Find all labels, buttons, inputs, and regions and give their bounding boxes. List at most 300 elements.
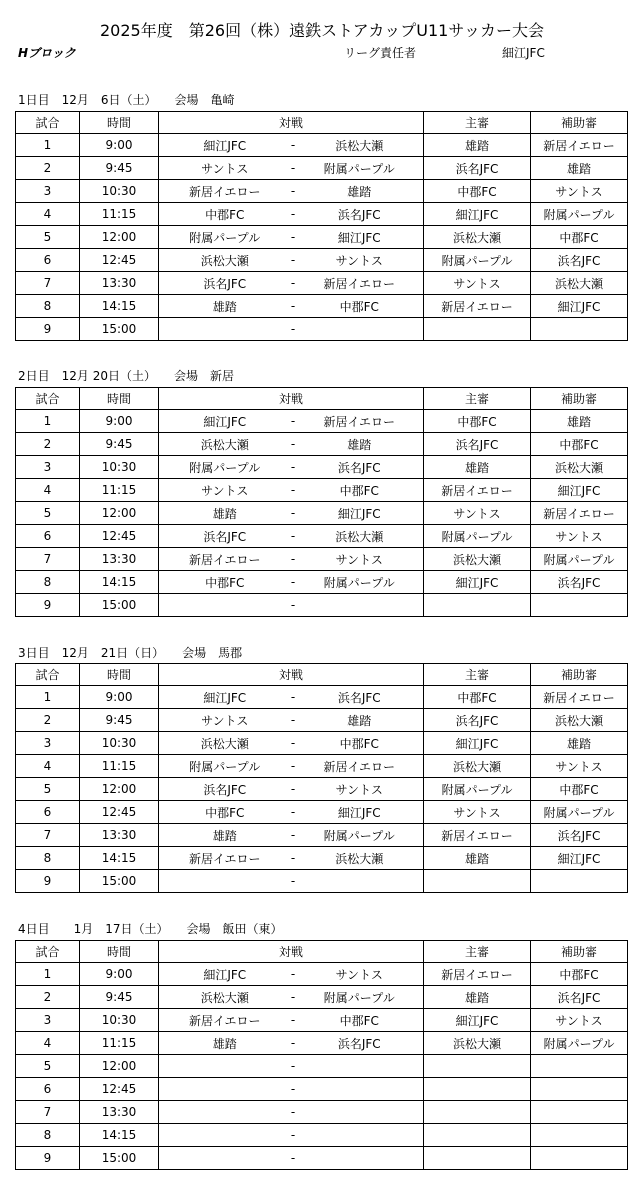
header-time: 時間 — [80, 664, 159, 686]
assistant-referee: 浜名JFC — [531, 824, 628, 847]
match-time: 15:00 — [80, 318, 159, 341]
versus-separator: - — [291, 410, 296, 433]
league-leader-label: リーグ責任者 — [344, 46, 417, 60]
home-team: 雄踏 — [159, 1032, 291, 1055]
home-team: 附属パープル — [159, 755, 291, 778]
game-number: 9 — [16, 870, 80, 893]
game-number: 1 — [16, 134, 80, 157]
versus-separator: - — [291, 1147, 296, 1170]
table-header-row — [16, 664, 628, 686]
away-team: 浜名JFC — [296, 1032, 424, 1055]
main-referee: サントス — [424, 801, 531, 824]
versus-separator: - — [291, 1078, 296, 1101]
table-row — [16, 870, 628, 893]
main-referee: 中郡FC — [424, 180, 531, 203]
match-time: 14:15 — [80, 295, 159, 318]
game-number: 8 — [16, 571, 80, 594]
header-match: 対戦 — [159, 941, 424, 963]
away-team: 新居イエロー — [296, 410, 424, 433]
table-row — [16, 732, 628, 755]
match-time: 10:30 — [80, 180, 159, 203]
home-team: 細江JFC — [159, 410, 291, 433]
assistant-referee: 細江JFC — [531, 295, 628, 318]
assistant-referee: 雄踏 — [531, 157, 628, 180]
assistant-referee: 浜名JFC — [531, 571, 628, 594]
header-match: 対戦 — [159, 388, 424, 410]
table-row — [16, 1078, 628, 1101]
away-team: サントス — [296, 963, 424, 986]
game-number: 8 — [16, 1124, 80, 1147]
game-number: 8 — [16, 847, 80, 870]
game-number: 6 — [16, 525, 80, 548]
table-row — [16, 1124, 628, 1147]
match-time: 14:15 — [80, 1124, 159, 1147]
game-number: 1 — [16, 963, 80, 986]
home-team: 新居イエロー — [159, 847, 291, 870]
main-referee: 中郡FC — [424, 410, 531, 433]
match-time: 12:00 — [80, 226, 159, 249]
versus-separator: - — [291, 870, 296, 893]
away-team: 浜松大瀬 — [296, 525, 424, 548]
versus-separator: - — [291, 1124, 296, 1147]
table-row — [16, 525, 628, 548]
versus-separator: - — [291, 272, 296, 295]
assistant-referee: 雄踏 — [531, 732, 628, 755]
game-number: 3 — [16, 180, 80, 203]
home-team — [159, 1078, 291, 1101]
header-game: 試合 — [16, 664, 80, 686]
game-number: 4 — [16, 479, 80, 502]
match-time: 10:30 — [80, 456, 159, 479]
assistant-referee — [531, 318, 628, 341]
header-game: 試合 — [16, 112, 80, 134]
home-team: 浜松大瀬 — [159, 986, 291, 1009]
match-time: 11:15 — [80, 1032, 159, 1055]
away-team: 附属パープル — [296, 571, 424, 594]
table-row — [16, 824, 628, 847]
away-team — [296, 1078, 424, 1101]
away-team: 附属パープル — [296, 986, 424, 1009]
game-number: 5 — [16, 226, 80, 249]
table-row — [16, 272, 628, 295]
away-team: 附属パープル — [296, 824, 424, 847]
versus-separator: - — [291, 986, 296, 1009]
match-time: 14:15 — [80, 571, 159, 594]
home-team: 新居イエロー — [159, 548, 291, 571]
table-row — [16, 1147, 628, 1170]
game-number: 6 — [16, 1078, 80, 1101]
assistant-referee: サントス — [531, 1009, 628, 1032]
home-team: 附属パープル — [159, 456, 291, 479]
game-number: 2 — [16, 709, 80, 732]
assistant-referee — [531, 1101, 628, 1124]
main-referee: 雄踏 — [424, 847, 531, 870]
away-team: 細江JFC — [296, 502, 424, 525]
day-header: 2日目 12月 20日（土） 会場 新居 — [18, 369, 234, 383]
table-row — [16, 594, 628, 617]
home-team — [159, 594, 291, 617]
table-row — [16, 479, 628, 502]
home-team: 新居イエロー — [159, 180, 291, 203]
header-assistant: 補助審 — [531, 941, 628, 963]
game-number: 4 — [16, 755, 80, 778]
away-team: サントス — [296, 249, 424, 272]
table-header-row — [16, 388, 628, 410]
table-row — [16, 180, 628, 203]
table-row — [16, 1101, 628, 1124]
away-team: 浜松大瀬 — [296, 847, 424, 870]
assistant-referee — [531, 1078, 628, 1101]
main-referee: 浜名JFC — [424, 709, 531, 732]
main-referee: サントス — [424, 272, 531, 295]
versus-separator: - — [291, 502, 296, 525]
home-team: 浜名JFC — [159, 525, 291, 548]
away-team: 中郡FC — [296, 479, 424, 502]
table-row — [16, 709, 628, 732]
table-row — [16, 778, 628, 801]
away-team: 浜松大瀬 — [296, 134, 424, 157]
table-row — [16, 433, 628, 456]
table-row — [16, 318, 628, 341]
header-game: 試合 — [16, 941, 80, 963]
header-referee: 主審 — [424, 941, 531, 963]
versus-separator: - — [291, 157, 296, 180]
assistant-referee — [531, 1124, 628, 1147]
match-time: 9:45 — [80, 157, 159, 180]
match-time: 12:00 — [80, 778, 159, 801]
versus-separator: - — [291, 778, 296, 801]
home-team: 浜松大瀬 — [159, 732, 291, 755]
away-team: サントス — [296, 548, 424, 571]
versus-separator: - — [291, 479, 296, 502]
game-number: 7 — [16, 548, 80, 571]
match-time: 9:00 — [80, 686, 159, 709]
table-row — [16, 963, 628, 986]
main-referee: 細江JFC — [424, 1009, 531, 1032]
home-team: 細江JFC — [159, 963, 291, 986]
away-team: 新居イエロー — [296, 272, 424, 295]
main-referee: 新居イエロー — [424, 824, 531, 847]
game-number: 7 — [16, 824, 80, 847]
assistant-referee: 浜名JFC — [531, 249, 628, 272]
game-number: 7 — [16, 272, 80, 295]
game-number: 9 — [16, 594, 80, 617]
game-number: 4 — [16, 203, 80, 226]
versus-separator: - — [291, 709, 296, 732]
table-row — [16, 755, 628, 778]
home-team: サントス — [159, 157, 291, 180]
main-referee — [424, 1124, 531, 1147]
game-number: 2 — [16, 986, 80, 1009]
match-time: 13:30 — [80, 272, 159, 295]
match-time: 15:00 — [80, 1147, 159, 1170]
away-team: サントス — [296, 778, 424, 801]
day-header: 4日目 1月 17日（土） 会場 飯田（東） — [18, 922, 283, 936]
assistant-referee: サントス — [531, 755, 628, 778]
table-row — [16, 847, 628, 870]
header-time: 時間 — [80, 112, 159, 134]
assistant-referee: 浜名JFC — [531, 986, 628, 1009]
assistant-referee: 中郡FC — [531, 963, 628, 986]
match-time: 9:00 — [80, 134, 159, 157]
main-referee: 浜松大瀬 — [424, 226, 531, 249]
game-number: 5 — [16, 778, 80, 801]
main-referee — [424, 318, 531, 341]
header-referee: 主審 — [424, 112, 531, 134]
away-team: 浜名JFC — [296, 456, 424, 479]
versus-separator: - — [291, 594, 296, 617]
home-team — [159, 1055, 291, 1078]
assistant-referee: 中郡FC — [531, 778, 628, 801]
home-team: 雄踏 — [159, 295, 291, 318]
assistant-referee: サントス — [531, 525, 628, 548]
home-team: 浜松大瀬 — [159, 249, 291, 272]
versus-separator: - — [291, 295, 296, 318]
match-time: 12:00 — [80, 1055, 159, 1078]
main-referee: 新居イエロー — [424, 479, 531, 502]
match-time: 13:30 — [80, 548, 159, 571]
home-team — [159, 1147, 291, 1170]
match-time: 10:30 — [80, 1009, 159, 1032]
game-number: 9 — [16, 318, 80, 341]
schedule-table — [15, 940, 628, 1170]
game-number: 1 — [16, 686, 80, 709]
match-time: 9:45 — [80, 433, 159, 456]
versus-separator: - — [291, 686, 296, 709]
match-time: 9:00 — [80, 963, 159, 986]
league-leader-name: 細江JFC — [502, 46, 545, 60]
main-referee: サントス — [424, 502, 531, 525]
versus-separator: - — [291, 1032, 296, 1055]
away-team — [296, 1055, 424, 1078]
table-row — [16, 249, 628, 272]
table-row — [16, 134, 628, 157]
assistant-referee — [531, 594, 628, 617]
table-row — [16, 410, 628, 433]
game-number: 2 — [16, 433, 80, 456]
table-row — [16, 1055, 628, 1078]
away-team — [296, 1101, 424, 1124]
table-header-row — [16, 941, 628, 963]
away-team: 雄踏 — [296, 433, 424, 456]
versus-separator: - — [291, 755, 296, 778]
table-row — [16, 986, 628, 1009]
main-referee: 細江JFC — [424, 203, 531, 226]
game-number: 4 — [16, 1032, 80, 1055]
assistant-referee: 中郡FC — [531, 226, 628, 249]
away-team: 中郡FC — [296, 1009, 424, 1032]
away-team: 雄踏 — [296, 709, 424, 732]
match-time: 11:15 — [80, 479, 159, 502]
game-number: 3 — [16, 732, 80, 755]
away-team — [296, 594, 424, 617]
assistant-referee: 新居イエロー — [531, 134, 628, 157]
versus-separator: - — [291, 801, 296, 824]
main-referee — [424, 1147, 531, 1170]
away-team: 雄踏 — [296, 180, 424, 203]
main-referee — [424, 1101, 531, 1124]
main-referee: 浜名JFC — [424, 433, 531, 456]
day-header: 1日目 12月 6日（土） 会場 亀崎 — [18, 93, 235, 107]
home-team: 細江JFC — [159, 134, 291, 157]
assistant-referee: サントス — [531, 180, 628, 203]
home-team: 細江JFC — [159, 686, 291, 709]
assistant-referee: 浜松大瀬 — [531, 272, 628, 295]
assistant-referee — [531, 1055, 628, 1078]
match-time: 12:45 — [80, 249, 159, 272]
match-time: 15:00 — [80, 594, 159, 617]
header-time: 時間 — [80, 941, 159, 963]
main-referee: 細江JFC — [424, 571, 531, 594]
assistant-referee: 浜松大瀬 — [531, 709, 628, 732]
game-number: 5 — [16, 502, 80, 525]
home-team — [159, 318, 291, 341]
schedule-table — [15, 387, 628, 617]
home-team — [159, 1124, 291, 1147]
versus-separator: - — [291, 203, 296, 226]
match-time: 11:15 — [80, 203, 159, 226]
versus-separator: - — [291, 824, 296, 847]
table-row — [16, 571, 628, 594]
versus-separator: - — [291, 1009, 296, 1032]
main-referee: 附属パープル — [424, 525, 531, 548]
match-time: 15:00 — [80, 870, 159, 893]
assistant-referee: 雄踏 — [531, 410, 628, 433]
home-team: 中郡FC — [159, 571, 291, 594]
main-referee — [424, 1055, 531, 1078]
header-time: 時間 — [80, 388, 159, 410]
main-referee: 浜松大瀬 — [424, 1032, 531, 1055]
home-team: 附属パープル — [159, 226, 291, 249]
home-team: 中郡FC — [159, 203, 291, 226]
header-referee: 主審 — [424, 664, 531, 686]
game-number: 3 — [16, 1009, 80, 1032]
assistant-referee: 中郡FC — [531, 433, 628, 456]
main-referee: 新居イエロー — [424, 295, 531, 318]
game-number: 2 — [16, 157, 80, 180]
match-time: 12:45 — [80, 801, 159, 824]
away-team: 浜名JFC — [296, 686, 424, 709]
table-row — [16, 226, 628, 249]
home-team: サントス — [159, 479, 291, 502]
header-game: 試合 — [16, 388, 80, 410]
main-referee: 浜松大瀬 — [424, 548, 531, 571]
versus-separator: - — [291, 134, 296, 157]
match-time: 10:30 — [80, 732, 159, 755]
match-time: 9:45 — [80, 986, 159, 1009]
main-referee: 雄踏 — [424, 986, 531, 1009]
away-team: 附属パープル — [296, 157, 424, 180]
main-referee: 雄踏 — [424, 456, 531, 479]
main-referee: 新居イエロー — [424, 963, 531, 986]
assistant-referee: 附属パープル — [531, 801, 628, 824]
versus-separator: - — [291, 456, 296, 479]
versus-separator: - — [291, 847, 296, 870]
table-header-row — [16, 112, 628, 134]
versus-separator: - — [291, 1055, 296, 1078]
home-team: 浜松大瀬 — [159, 433, 291, 456]
game-number: 1 — [16, 410, 80, 433]
match-time: 13:30 — [80, 1101, 159, 1124]
home-team — [159, 1101, 291, 1124]
versus-separator: - — [291, 249, 296, 272]
main-referee: 附属パープル — [424, 249, 531, 272]
away-team: 新居イエロー — [296, 755, 424, 778]
away-team — [296, 1124, 424, 1147]
match-time: 12:45 — [80, 525, 159, 548]
main-referee: 中郡FC — [424, 686, 531, 709]
versus-separator: - — [291, 963, 296, 986]
header-referee: 主審 — [424, 388, 531, 410]
assistant-referee — [531, 870, 628, 893]
header-assistant: 補助審 — [531, 112, 628, 134]
table-row — [16, 1009, 628, 1032]
versus-separator: - — [291, 226, 296, 249]
assistant-referee: 附属パープル — [531, 548, 628, 571]
away-team: 中郡FC — [296, 295, 424, 318]
versus-separator: - — [291, 180, 296, 203]
match-time: 11:15 — [80, 755, 159, 778]
day-header: 3日目 12月 21日（日） 会場 馬郡 — [18, 646, 243, 660]
document-title: 2025年度 第26回（株）遠鉄ストアカップU11サッカー大会 — [99, 21, 545, 40]
versus-separator: - — [291, 571, 296, 594]
assistant-referee: 附属パープル — [531, 203, 628, 226]
match-time: 9:45 — [80, 709, 159, 732]
main-referee — [424, 870, 531, 893]
main-referee: 浜松大瀬 — [424, 755, 531, 778]
header-assistant: 補助審 — [531, 388, 628, 410]
table-row — [16, 548, 628, 571]
assistant-referee: 細江JFC — [531, 479, 628, 502]
header-assistant: 補助審 — [531, 664, 628, 686]
table-row — [16, 295, 628, 318]
away-team: 細江JFC — [296, 226, 424, 249]
main-referee: 雄踏 — [424, 134, 531, 157]
home-team: サントス — [159, 709, 291, 732]
home-team: 中郡FC — [159, 801, 291, 824]
table-row — [16, 686, 628, 709]
main-referee — [424, 594, 531, 617]
assistant-referee: 浜松大瀬 — [531, 456, 628, 479]
header-match: 対戦 — [159, 664, 424, 686]
home-team: 浜名JFC — [159, 272, 291, 295]
table-row — [16, 502, 628, 525]
game-number: 9 — [16, 1147, 80, 1170]
versus-separator: - — [291, 525, 296, 548]
match-time: 14:15 — [80, 847, 159, 870]
game-number: 6 — [16, 249, 80, 272]
versus-separator: - — [291, 1101, 296, 1124]
game-number: 7 — [16, 1101, 80, 1124]
away-team: 中郡FC — [296, 732, 424, 755]
table-row — [16, 456, 628, 479]
table-row — [16, 157, 628, 180]
header-match: 対戦 — [159, 112, 424, 134]
game-number: 5 — [16, 1055, 80, 1078]
schedule-table — [15, 663, 628, 893]
versus-separator: - — [291, 318, 296, 341]
game-number: 8 — [16, 295, 80, 318]
assistant-referee: 新居イエロー — [531, 686, 628, 709]
away-team: 細江JFC — [296, 801, 424, 824]
away-team — [296, 870, 424, 893]
game-number: 3 — [16, 456, 80, 479]
assistant-referee — [531, 1147, 628, 1170]
match-time: 12:45 — [80, 1078, 159, 1101]
home-team: 浜名JFC — [159, 778, 291, 801]
away-team — [296, 318, 424, 341]
match-time: 13:30 — [80, 824, 159, 847]
